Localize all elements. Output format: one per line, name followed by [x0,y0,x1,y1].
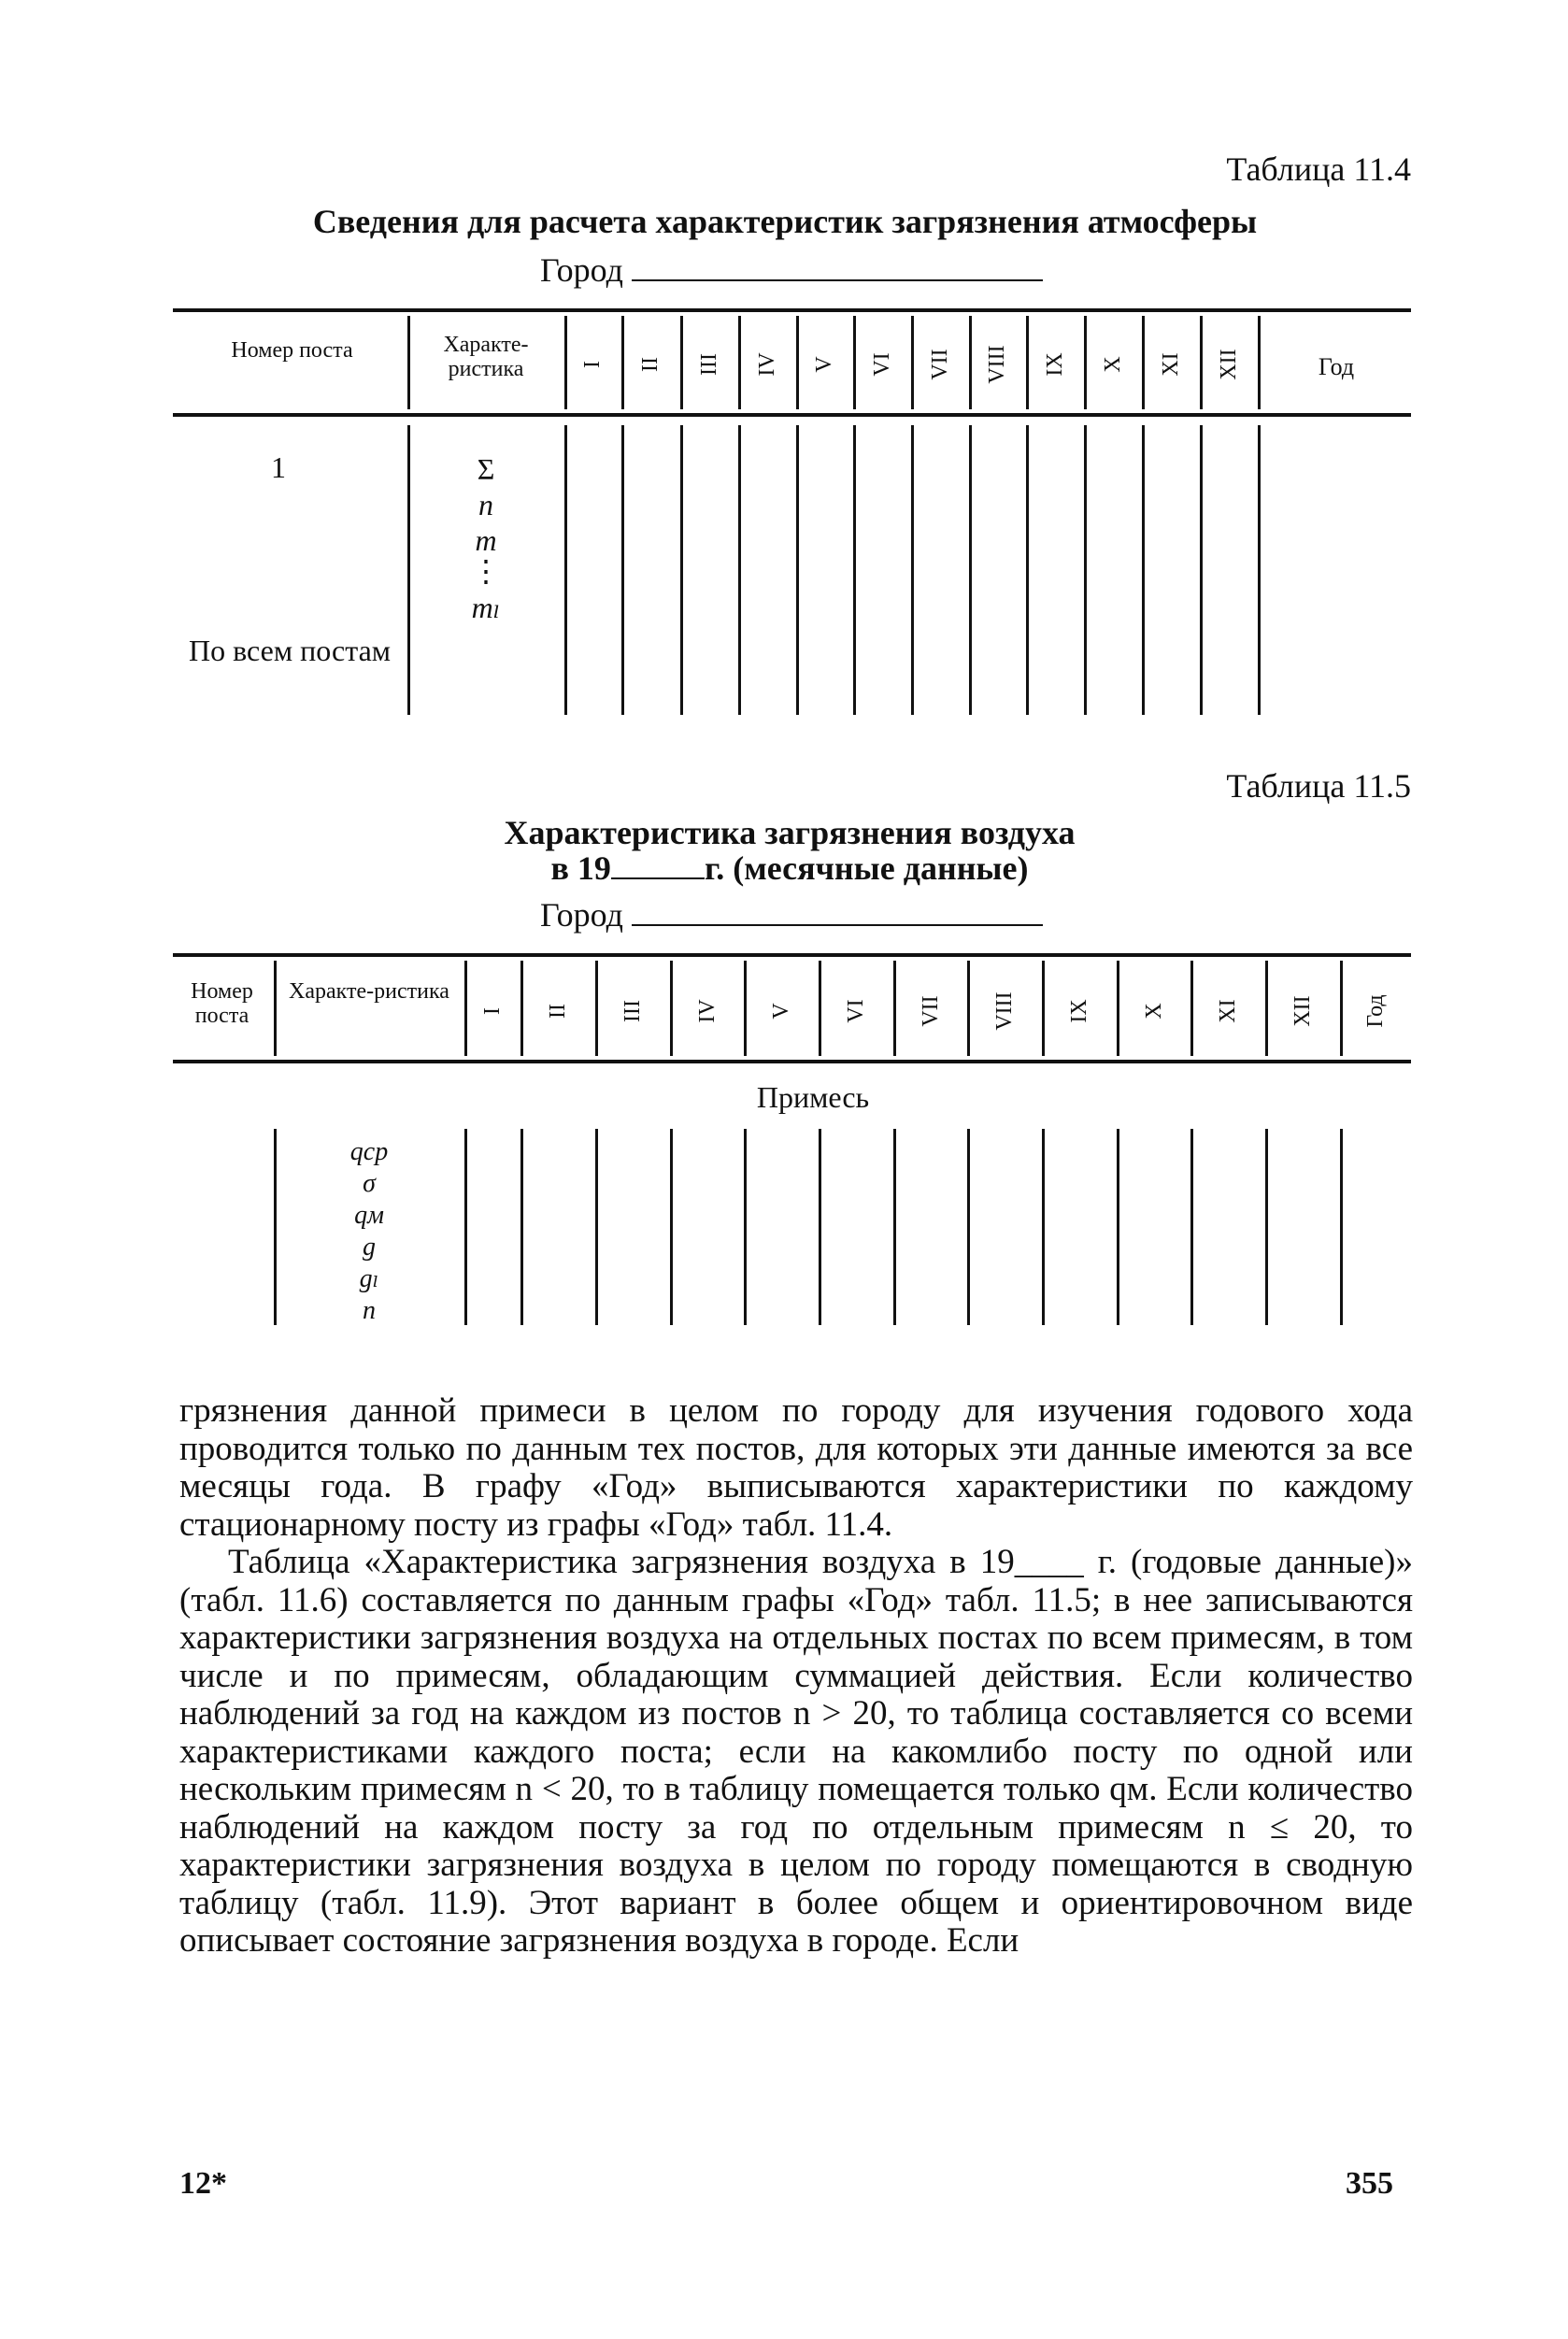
table1-char-sigma: Σ [477,452,495,486]
table1-header-post: Номер поста [231,338,353,363]
table1-month-9: IX [1043,352,1067,377]
table1-month-3: III [697,353,721,376]
table2-char-sigma: σ [363,1169,376,1198]
table2-title-year-prefix: в 19 [550,849,611,887]
table2-header-post: Номер поста [191,979,253,1028]
table1-char-m: m [475,523,497,557]
table2-char-n: n [363,1296,376,1325]
paragraph-1: грязнения данной примеси в целом по городу для изучения годового хода проводится только по данным тех постов, для которых эти данные имеются за все месяцы года. В графу «Год» выписываются характеристики по каждому стационарному посту из графы «Год» табл. 11.4. [179,1391,1413,1544]
table2-month-8: VIII [992,991,1017,1031]
table1-month-10: X [1101,356,1125,373]
city-blank [632,279,1043,281]
table2-month-10: X [1142,1003,1166,1020]
table1-month-6: VI [870,352,894,377]
table2-header-characteristic: Характе-ристика [289,979,449,1004]
body-text [179,1392,1413,1961]
table2-month-2: II [546,1004,570,1019]
table1-month-5: V [812,356,836,373]
table1-month-11: XI [1159,352,1183,377]
table1-city-line [540,250,1043,290]
year-blank [611,877,705,879]
table2-month-12: XII [1290,995,1315,1027]
table2-char-gl: gₗ [359,1264,379,1293]
table1-month-12: XII [1217,349,1241,380]
table2-admixture-label: Примесь [756,1080,870,1114]
table2-city-label: Город [540,896,623,934]
table1-char-ml: mₗ [471,591,501,624]
table2-month-7: VII [919,995,943,1027]
printer-signature: 12* [179,2166,227,2201]
table1-month-2: II [638,357,663,372]
table2-month-4: IV [695,999,720,1023]
table1-char-n: n [478,488,493,521]
table1-header-year: Год [1318,353,1355,380]
table2-month-6: VI [844,999,868,1023]
table2-title-suffix: г. (месячные данные) [704,849,1029,887]
table2-month-9: IX [1067,999,1091,1023]
table1-caption: Таблица 11.4 [1226,150,1411,188]
table2-month-11: XI [1216,999,1240,1023]
table1-city-label: Город [540,251,623,289]
table2-char-g: g [363,1233,376,1262]
table1-title: Сведения для расчета характеристик загрязнения атмосферы [312,203,1258,240]
table2-month-3: III [620,1000,645,1022]
table2-caption: Таблица 11.5 [1226,767,1411,805]
table1-month-4: IV [755,352,779,377]
table1-char-dots: ⋮ [471,554,501,588]
table2-header-year: Год [1363,994,1388,1028]
table2-char-qm: qм [354,1201,384,1230]
table2-month-1: I [480,1007,505,1015]
table1-row-post: 1 [271,450,286,484]
city-blank [632,924,1043,926]
table2-title-line2 [402,850,1177,886]
table1-month-7: VII [928,349,952,380]
table1-month-1: I [580,361,605,368]
paragraph-2: Таблица «Характеристика загрязнения воздуха в 19____ г. (годовые данные)» (табл. 11.6) составляется по данным графы «Год» табл. 11.5; в нее записываются характеристики загрязнения воздуха на отдельных постах по всем примесям, в том числе и по примесям, обладающим суммацией действия. Если количество наблюдений за год на каждом из постов n > 20, то таблица составляется со всеми характеристиками каждого поста; если на какомлибо посту по одной или нескольким примесям n < 20, то в таблицу помещается только qм. Если количество наблюдений на каждом посту за год по отдельным примесям n ≤ 20, то характеристики загрязнения воздуха в целом по городу помещаются в сводную таблицу (табл. 11.9). Этот вариант в более общем и ориентировочном виде описывает состояние загрязнения воздуха в городе. Если [179,1543,1413,1960]
table1-row-all: По всем постам [188,634,392,667]
table2-char-qcp: qср [349,1137,389,1166]
table2-month-5: V [769,1003,793,1020]
table2-title-line1: Характеристика загрязнения воздуха [504,814,1076,851]
table2-city-line [540,895,1043,934]
table1-month-8: VIII [985,345,1009,384]
table1-header-characteristic: Характе-ристика [443,333,529,381]
page-number: 355 [1346,2166,1393,2201]
